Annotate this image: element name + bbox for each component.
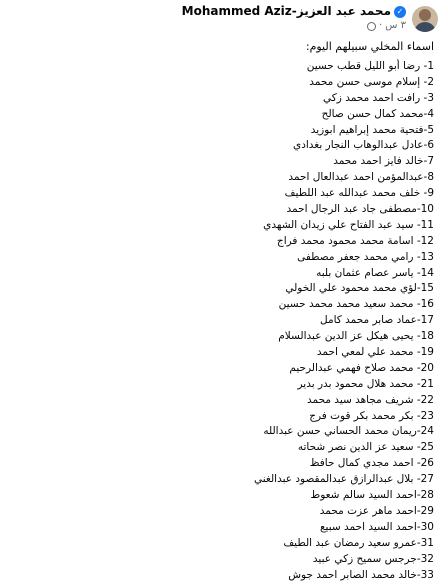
list-item: 23- بكر محمد بكر قوت فرج (10, 409, 434, 425)
post-time-row (182, 19, 406, 33)
profile-avatar[interactable] (412, 6, 438, 32)
list-item: 1- رضا أبو الليل قطب حسين (10, 59, 434, 75)
list-item: 26- احمد مجدي كمال حافظ (10, 456, 434, 472)
list-item: 3- رافت احمد محمد زكي (10, 91, 434, 107)
author-name[interactable]: محمد عبد العزيز-Mohammed Aziz (182, 4, 391, 19)
list-item: 31-عمرو سعيد رمضان عبد الطيف (10, 536, 434, 552)
list-item: 10-مصطفى جاد عبد الرجال احمد (10, 202, 434, 218)
list-item: 8-عبدالمؤمن احمد عبدالعال احمد (10, 170, 434, 186)
list-item: 30-احمد السيد احمد سبيع (10, 520, 434, 536)
post-meta (182, 4, 406, 33)
list-item: 33-خالد محمد الصابر احمد جوش (10, 568, 434, 583)
released-names-list (10, 59, 434, 583)
list-item: 11- سيد عبد الفتاح علي زيدان الشهدي (10, 218, 434, 234)
list-item: 21- محمد هلال محمود بدر بدير (10, 377, 434, 393)
author-row (182, 4, 406, 19)
list-item: 19- محمد علي لمعي احمد (10, 345, 434, 361)
list-item: 29-احمد ماهر عزت محمد (10, 504, 434, 520)
list-item: 15-لؤي محمد محمود علي الخولي (10, 281, 434, 297)
list-item: 16- محمد سعيد محمد محمد حسين (10, 297, 434, 313)
verified-badge-icon: ✓ (394, 6, 406, 18)
list-item: 13- رامي محمد جعفر مصطفى (10, 250, 434, 266)
post-timestamp[interactable]: ٣ س (385, 19, 406, 33)
avatar-head-shape (419, 9, 431, 21)
list-item: 7-خالد فايز احمد محمد (10, 154, 434, 170)
list-item: 32-جرجس سميح زكي عبيد (10, 552, 434, 568)
list-item: 12- اسامة محمد محمود محمد فراج (10, 234, 434, 250)
globe-icon[interactable] (367, 22, 376, 31)
post-header (6, 4, 438, 34)
meta-separator: · (379, 19, 382, 33)
list-item: 9- خلف محمد عبدالله عبد اللطيف (10, 186, 434, 202)
list-item: 24-ريمان محمد الحساني حسن عبدالله (10, 424, 434, 440)
list-item: 17-عماد صابر محمد كامل (10, 313, 434, 329)
list-item: 14- ياسر عصام عثمان بلبه (10, 266, 434, 282)
list-item: 22- شريف مجاهد سيد محمد (10, 393, 434, 409)
list-item: 27- بلال عبدالرازق عبدالمقصود عبدالغني (10, 472, 434, 488)
list-item: 4-محمد كمال حسن صالح (10, 107, 434, 123)
list-item: 28-احمد السيد سالم شعوط (10, 488, 434, 504)
list-item: 20- محمد صلاح فهمي عبدالرحيم (10, 361, 434, 377)
list-item: 5-فتحية محمد إبراهيم ابوزيد (10, 123, 434, 139)
list-item: 18- يحيى هيكل عز الدين عبدالسلام (10, 329, 434, 345)
list-item: 25- سعيد عز الدين نصر شحاته (10, 440, 434, 456)
post-intro-text: اسماء المخلي سبيلهم اليوم: (306, 40, 434, 54)
avatar-body-shape (414, 22, 436, 32)
list-item: 2- إسلام موسى حسن محمد (10, 75, 434, 91)
list-item: 6-عادل عبدالوهاب النجار بغدادي (10, 138, 434, 154)
